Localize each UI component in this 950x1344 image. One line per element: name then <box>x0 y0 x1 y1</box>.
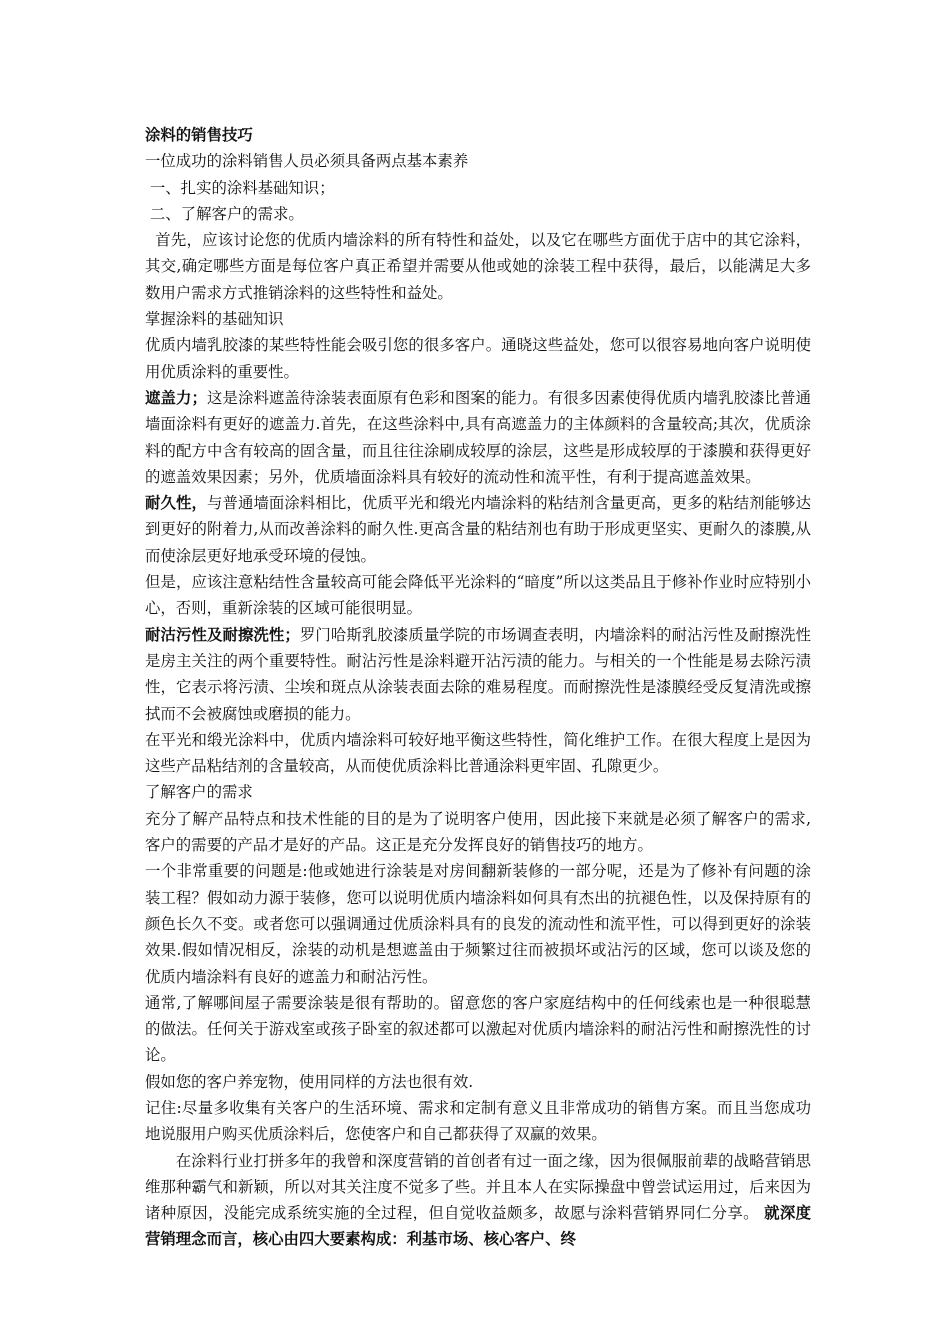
paragraph-durability <box>145 490 811 569</box>
durability-text: 与普通墙面涂料相比，优质平光和缎光内墙涂料的粘结剂含量更高，更多的粘结剂能够达到更好的附着力,从而改善涂料的耐久性.更高含量的粘结剂也有助于形成更坚实、更耐久的漆膜,从而使涂层更好地承受环境的侵蚀。 <box>145 494 811 565</box>
paragraph-stain <box>145 622 811 727</box>
paragraph-however: 但是，应该注意粘结性含量较高可能会降低平光涂料的“暗度”所以这类品且于修补作业时应特别小心，否则，重新涂装的区域可能很明显。 <box>145 573 811 618</box>
paragraph-usually: 通常,了解哪间屋子需要涂装是很有帮助的。留意您的客户家庭结构中的任何线索也是一种很聪慧的做法。任何关于游戏室或孩子卧室的叙述都可以激起对优质内墙涂料的耐沾污性和耐擦洗性的讨论。 <box>145 993 811 1065</box>
point-two: 二、了解客户的需求。 <box>145 204 304 223</box>
paragraph-first: 首先，应该讨论您的优质内墙涂料的所有特性和益处，以及它在哪些方面优于店中的其它涂料，其交,确定哪些方面是每位客户真正希望并需要从他或她的涂装工程中获得，最后，以能满足大多数用户需求方式推销涂料的这些特性和益处。 <box>145 231 811 302</box>
heading-needs: 了解客户的需求 <box>145 783 253 802</box>
durability-label: 耐久性， <box>145 494 207 513</box>
paragraph-pets: 假如您的客户养宠物，使用同样的方法也很有效. <box>145 1072 474 1091</box>
paragraph-basics: 优质内墙乳胶漆的某些特性能会吸引您的很多客户。通晓这些益处，您可以很容易地向客户说明使用优质涂料的重要性。 <box>145 336 811 381</box>
stain-text: 罗门哈斯乳胶漆质量学院的市场调查表明，内墙涂料的耐沾污性及耐擦洗性是房主关注的两个重要特性。耐沾污性是涂料避开沾污渍的能力。与相关的一个性能是易去除污渍性，它表示将污渍、尘埃和斑点从涂装表面去除的难易程度。而耐擦洗性是漆膜经受反复清洗或擦拭而不会被腐蚀或磨损的能力。 <box>145 625 811 723</box>
paragraph-hiding <box>145 385 811 490</box>
industry-bold-text: 就深度营销理念而言，核心由四大要素构成：利基市场、核心客户、终 <box>145 1204 811 1249</box>
intro-line: 一位成功的涂料销售人员必须具备两点基本素养 <box>145 152 469 171</box>
document-title: 涂料的销售技巧 <box>145 126 253 144</box>
paragraph-remember: 记住:尽量多收集有关客户的生活环境、需求和定制有意义且非常成功的销售方案。而且当您成功地说服用户购买优质涂料后，您使客户和自己都获得了双赢的效果。 <box>145 1098 811 1144</box>
paragraph-needs: 充分了解产品特点和技术性能的目的是为了说明客户使用，因此接下来就是必须了解客户的需求,客户的需要的产品才是好的产品。这正是充分发挥良好的销售技巧的地方。 <box>145 809 811 855</box>
document-body <box>145 122 811 1253</box>
paragraph-flat: 在平光和缎光涂料中，优质内墙涂料可较好地平衡这些特性，简化维护工作。在很大程度上是因为这些产品粘结剂的含量较高，从而使优质涂料比普通涂料更牢固、孔隙更少。 <box>145 730 811 776</box>
paragraph-industry <box>145 1148 811 1253</box>
point-one: 一、扎实的涂料基础知识； <box>145 178 335 197</box>
heading-basics: 掌握涂料的基础知识 <box>145 310 284 329</box>
hiding-text: 这是涂料遮盖待涂装表面原有色彩和图案的能力。有很多因素使得优质内墙乳胶漆比普通墙面涂料有更好的遮盖力.首先，在这些涂料中,具有高遮盖力的主体颜料的含量较高;其次，优质涂料的配方中含有较高的固含量，而且往往涂刷成较厚的涂层，这些是形成较厚的于漆膜和获得更好的遮盖效果因素；另外，优质墙面涂料具有较好的流动性和流平性，有利于提高遮盖效果。 <box>145 388 811 486</box>
paragraph-question: 一个非常重要的问题是:他或她进行涂装是对房间翻新装修的一部分呢，还是为了修补有问题的涂装工程？假如动力源于装修，您可以说明优质内墙涂料如何具有杰出的抗褪色性，以及保持原有的颜色长久不变。或者您可以强调通过优质涂料具有的良发的流动性和流平性，可以得到更好的涂装效果.假如情况相反，涂装的动机是想遮盖由于频繁过往而被损坏或沾污的区域，您可以谈及您的优质内墙涂料有良好的遮盖力和耐沾污性。 <box>145 862 811 986</box>
hiding-label: 遮盖力； <box>145 388 207 407</box>
industry-text: 在涂料行业打拼多年的我曾和深度营销的首创者有过一面之缘，因为很佩服前辈的战略营销思维那种霸气和新颖，所以对其关注度不觉多了些。并且本人在实际操盘中曾尝试运用过，后来因为诸种原因，没能完成系统实施的全过程，但自觉收益颇多，故愿与涂料营销界同仁分享。 <box>145 1151 811 1223</box>
stain-label: 耐沽污性及耐擦洗性； <box>145 625 300 644</box>
